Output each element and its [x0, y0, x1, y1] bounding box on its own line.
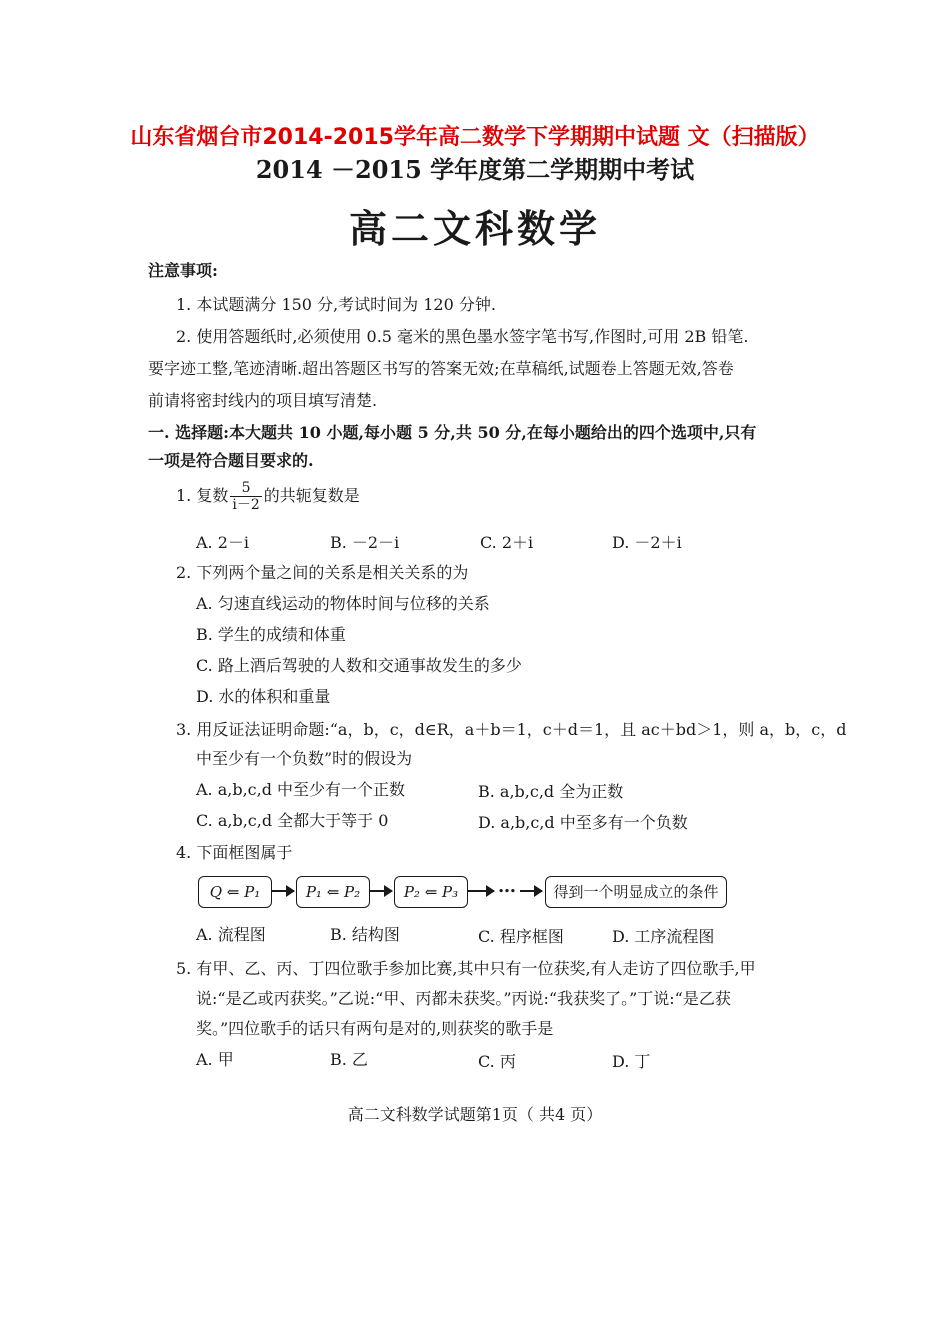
question-1-stem — [176, 480, 360, 513]
page-footer: 高二文科数学试题第1页（ 共4 页） — [347, 1105, 603, 1124]
subject-title: 高二文科数学 — [348, 207, 601, 251]
flow-box-1: Q ⇐ P₁ — [198, 876, 272, 908]
flow-arrow-icon — [370, 890, 392, 892]
question-2-option-a: A. 匀速直线运动的物体时间与位移的关系 — [196, 594, 490, 613]
question-3-stem-line-2: 中至少有一个负数”时的假设为 — [196, 749, 413, 768]
flow-box-3: P₂ ⇐ P₃ — [394, 876, 468, 908]
question-5-stem-line-1: 5. 有甲、乙、丙、丁四位歌手参加比赛,其中只有一位获奖,有人走访了四位歌手,甲 — [176, 959, 756, 978]
question-4-stem: 4. 下面框图属于 — [176, 843, 293, 862]
question-5-option-a: A. 甲 — [196, 1050, 234, 1069]
question-1-fraction — [230, 480, 261, 513]
notes-item-2-line-1: 2. 使用答题纸时,必须使用 0.5 毫米的黑色墨水签字笔书写,作图时,可用 2B 铅笔. — [176, 327, 749, 346]
question-1-option-a: A. 2－i — [196, 533, 250, 552]
notes-item-1: 1. 本试题满分 150 分,考试时间为 120 分钟. — [176, 295, 496, 314]
notes-item-2-line-3: 前请将密封线内的项目填写清楚. — [148, 391, 378, 410]
flow-ellipsis: … — [498, 876, 516, 897]
question-3-option-b: B. a,b,c,d 全为正数 — [478, 782, 624, 801]
question-1-suffix: 的共轭复数是 — [263, 486, 360, 505]
flow-box-final: 得到一个明显成立的条件 — [545, 876, 727, 908]
question-1-option-c: C. 2＋i — [480, 533, 534, 552]
question-3-stem-line-1: 3. 用反证法证明命题:“a，b，c，d∈R，a＋b＝1，c＋d＝1，且 ac＋bd＞1，则 a，b，c，d — [176, 720, 847, 739]
question-4-flowchart — [198, 872, 728, 912]
question-4-option-b: B. 结构图 — [330, 925, 400, 944]
question-5-stem-line-3: 奖。”四位歌手的话只有两句是对的,则获奖的歌手是 — [196, 1019, 554, 1038]
notes-heading: 注意事项: — [148, 261, 218, 280]
question-5-option-b: B. 乙 — [330, 1050, 368, 1069]
question-2-option-b: B. 学生的成绩和体重 — [196, 625, 346, 644]
exam-title: 2014 －2015 学年度第二学期期中考试 — [255, 155, 695, 184]
flow-arrow-icon — [272, 890, 294, 892]
flow-box-2: P₁ ⇐ P₂ — [296, 876, 370, 908]
question-3-option-a: A. a,b,c,d 中至少有一个正数 — [196, 780, 406, 799]
question-4-option-a: A. 流程图 — [196, 925, 266, 944]
question-4-option-d: D. 工序流程图 — [612, 927, 715, 946]
question-1-option-d: D. －2＋i — [612, 533, 682, 552]
question-1-prefix: 1. 复数 — [176, 486, 229, 505]
section-1-heading-line-1: 一. 选择题:本大题共 10 小题,每小题 5 分,共 50 分,在每小题给出的四个选项中,只有 — [148, 423, 757, 442]
question-1-option-b: B. －2－i — [330, 533, 400, 552]
notes-item-2-line-2: 要字迹工整,笔迹清晰.超出答题区书写的答案无效;在草稿纸,试题卷上答题无效,答卷 — [148, 359, 734, 378]
section-1-heading-line-2: 一项是符合题目要求的. — [148, 451, 314, 470]
question-4-option-c: C. 程序框图 — [478, 927, 564, 946]
fraction-denominator: i－2 — [232, 497, 260, 513]
question-5-option-d: D. 丁 — [612, 1052, 651, 1071]
question-5-option-c: C. 丙 — [478, 1052, 516, 1071]
question-3-option-d: D. a,b,c,d 中至多有一个负数 — [478, 813, 688, 832]
fraction-numerator: 5 — [230, 480, 261, 497]
question-2-option-d: D. 水的体积和重量 — [196, 687, 331, 706]
question-5-stem-line-2: 说:“是乙或丙获奖。”乙说:“甲、丙都未获奖。”丙说:“我获奖了。”丁说:“是乙获 — [196, 989, 731, 1008]
question-2-stem: 2. 下列两个量之间的关系是相关关系的为 — [176, 563, 469, 582]
question-3-option-c: C. a,b,c,d 全都大于等于 0 — [196, 811, 389, 830]
flow-arrow-icon — [520, 890, 542, 892]
flow-arrow-icon — [468, 890, 494, 892]
question-2-option-c: C. 路上酒后驾驶的人数和交通事故发生的多少 — [196, 656, 522, 675]
document-red-title: 山东省烟台市2014-2015学年高二数学下学期期中试题 文（扫描版） — [130, 125, 820, 150]
